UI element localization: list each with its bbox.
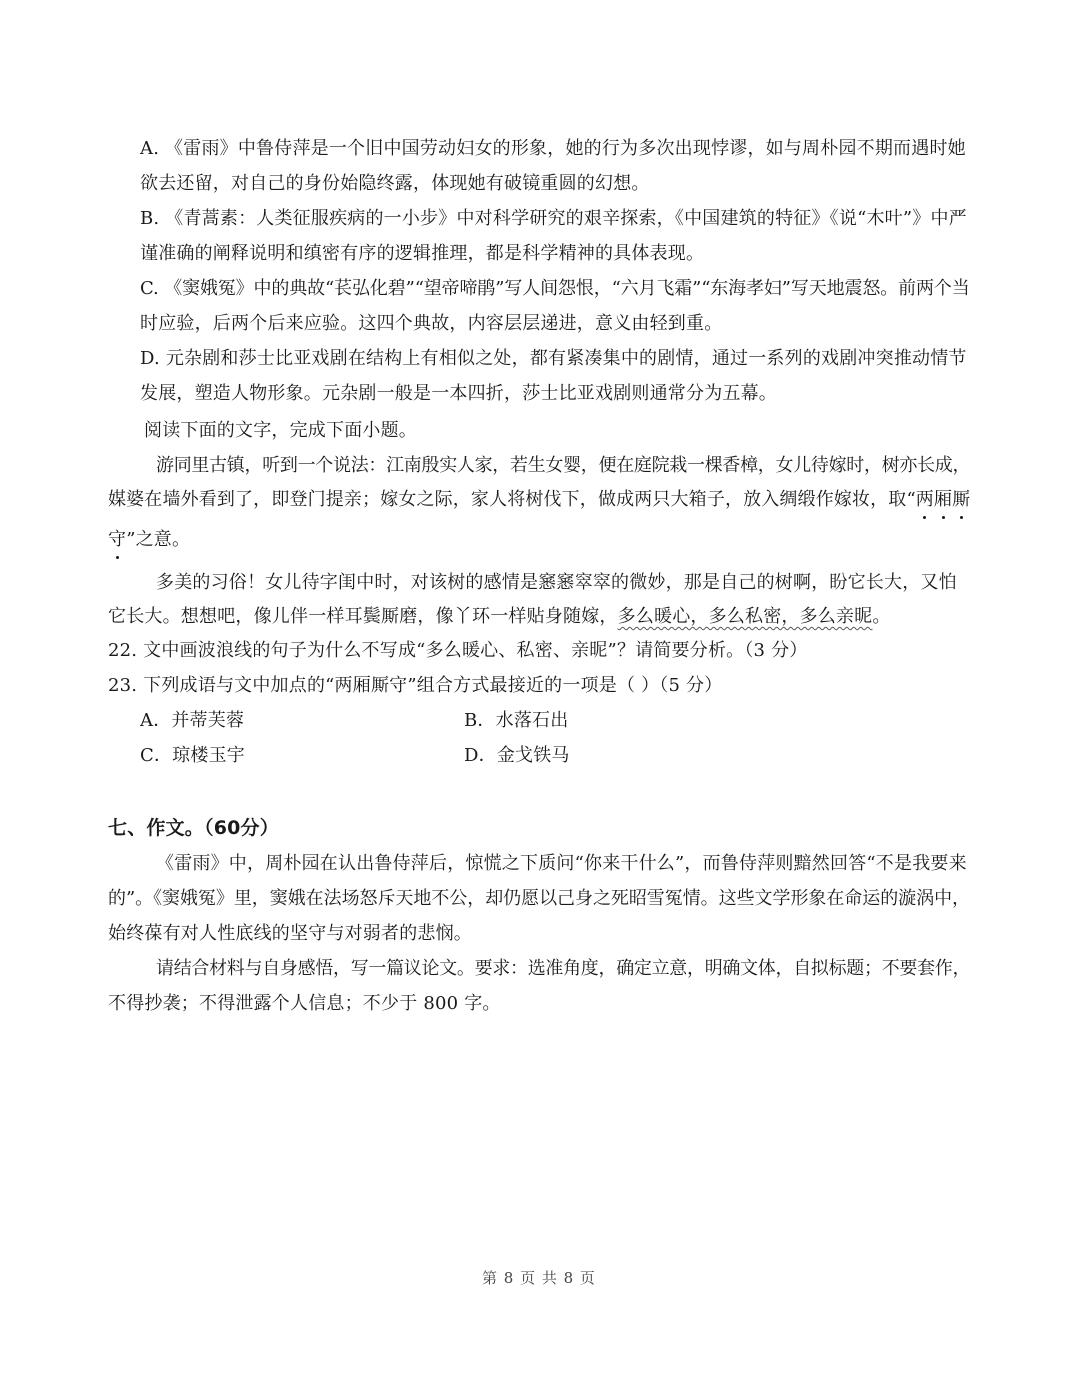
reading-instruction: 阅读下面的文字，完成下面小题。 [144,420,417,441]
option-a-line2: 欲去还留，对自己的身份始隐终露，体现她有破镜重圆的幻想。 [140,173,650,194]
q23-option-d: D．金戈铁马 [464,745,570,766]
q23-option-b: B．水落石出 [464,710,569,731]
option-c-line2: 时应验，后两个后来应验。这四个典故，内容层层递进，意义由轻到重。 [140,313,723,334]
option-b-line2: 谨准确的阐释说明和缜密有序的逻辑推理，都是科学精神的具体表现。 [140,243,705,264]
passage-p2-line2-text: 它长大。想想吧，像儿伴一样耳鬓厮磨，像丫环一样贴身随嫁， [108,606,618,627]
passage-p2-line1: 多美的习俗！女儿待字闺中时，对该树的感情是窸窸窣窣的微妙，那是自己的树啊，盼它长大，又怕 [156,572,957,593]
option-a-line1: A. 《雷雨》中鲁侍萍是一个旧中国劳动妇女的形象，她的行为多次出现悖谬，如与周朴园不期而遇时她 [140,138,966,159]
passage-p1-line1: 游同里古镇，听到一个说法：江南殷实人家，若生女婴，便在庭院栽一棵香樟，女儿待嫁时，树亦长成， [156,455,971,476]
dotted-char: 守 [108,529,127,550]
essay-requirement-line1: 请结合材料与自身感悟，写一篇议论文。要求：选准角度，确定立意，明确文体，自拟标题；不要套作， [156,958,971,979]
passage-p1-line3-text: ”之意。 [126,529,191,550]
passage-p1-line2 [108,487,970,513]
essay-material-line1: 《雷雨》中，周朴园在认出鲁侍萍后，惊慌之下质问“你来干什么”，而鲁侍萍则黯然回答“不是我要来 [156,853,967,874]
passage-p2-line2 [108,604,891,630]
dotted-char: 厢 [933,489,953,510]
page-number-footer: 第 8 页 共 8 页 [482,1269,596,1287]
essay-material-line3: 始终葆有对人性底线的坚守与对弱者的悲悯。 [108,923,472,944]
essay-requirement-line2: 不得抄袭；不得泄露个人信息；不少于 800 字。 [108,993,501,1014]
passage-p2-line2-end: 。 [872,606,891,627]
passage-p1-line3 [108,527,190,553]
option-b-line1: B. 《青蒿素：人类征服疾病的一小步》中对科学研究的艰辛探索，《中国建筑的特征》《说“木叶”》中严 [140,208,967,229]
essay-heading: 七、作文。（60分） [108,817,279,839]
q23-option-c: C．琼楼玉宇 [140,745,245,766]
q23-option-a: A．并蒂芙蓉 [140,710,245,731]
dotted-char: 两 [915,489,934,510]
question-23-stem: 23. 下列成语与文中加点的“两厢厮守”组合方式最接近的一项是（ ）（5 分） [108,675,723,696]
option-d-line2: 发展，塑造人物形象。元杂剧一般是一本四折，莎士比亚戏剧则通常分为五幕。 [140,383,777,404]
dotted-char: 厮 [952,489,971,510]
wavy-underlined-sentence: 多么暖心，多么私密，多么亲昵 [617,606,873,627]
question-22: 22. 文中画波浪线的句子为什么不写成“多么暖心、私密、亲昵”？请简要分析。（3 分） [108,640,808,661]
option-c-line1: C. 《窦娥冤》中的典故“苌弘化碧”“望帝啼鹃”写人间怨恨，“六月飞霜”“东海孝妇”写天地震怒。前两个当 [140,278,970,299]
passage-p1-line2-text: 媒婆在墙外看到了，即登门提亲；嫁女之际，家人将树伐下，做成两只大箱子，放入绸缎作嫁妆，取“ [108,489,916,510]
essay-material-line2: 的”。《窦娥冤》里，窦娥在法场怒斥天地不公，却仍愿以己身之死昭雪冤情。这些文学形象在命运的漩涡中， [108,888,970,909]
option-d-line1: D. 元杂剧和莎士比亚戏剧在结构上有相似之处，都有紧凑集中的剧情，通过一系列的戏剧冲突推动情节 [140,348,967,369]
